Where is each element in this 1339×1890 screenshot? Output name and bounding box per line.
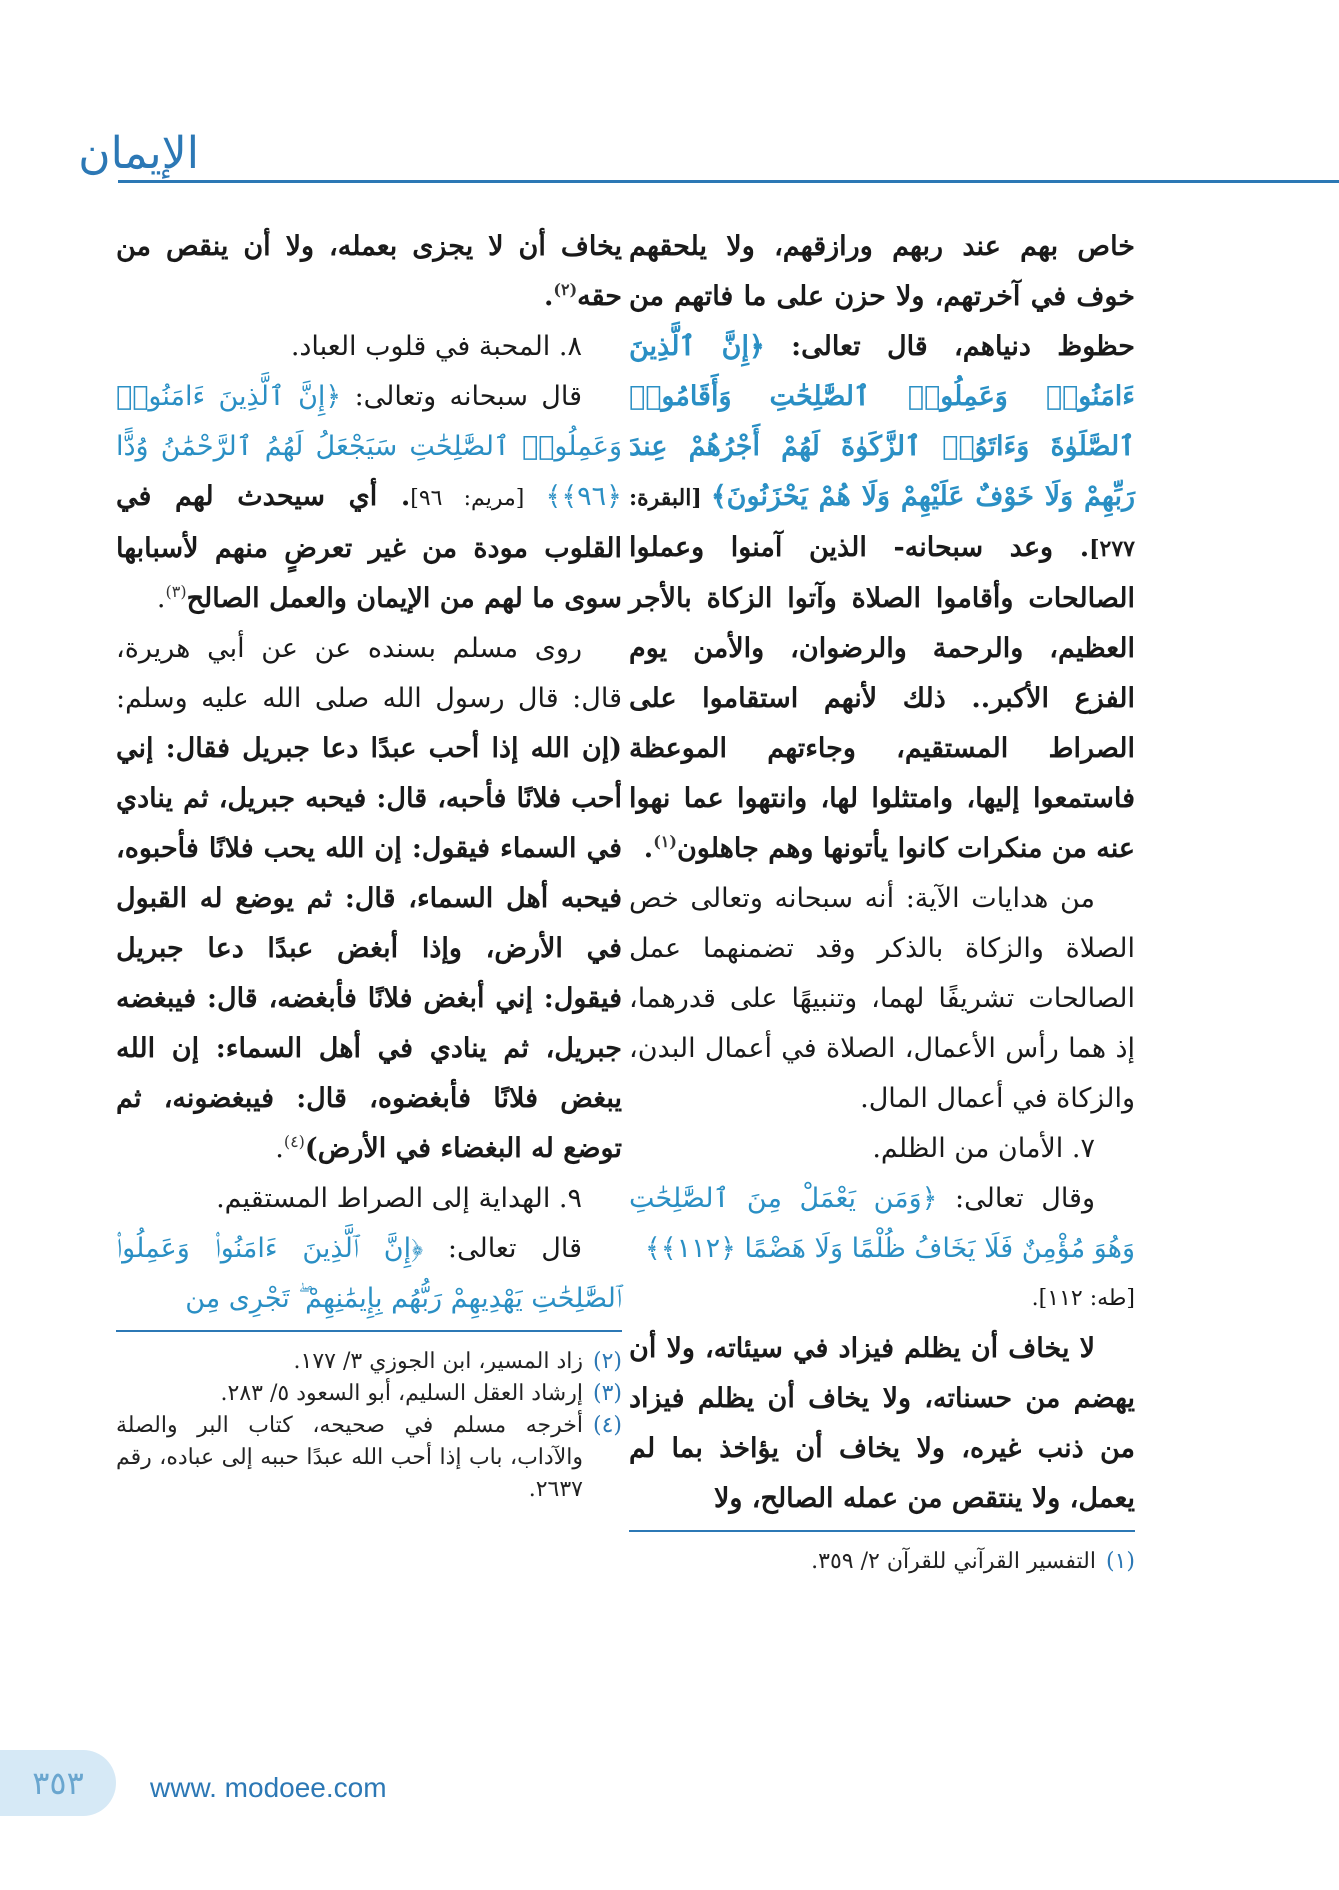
paragraph: وقال تعالى: ﴿وَمَن يَعْمَلْ مِنَ ٱلصَّٰلِحَٰتِ وَهُوَ مُؤْمِنٌ فَلَا يَخَافُ ظُلْمًا وَلَا هَضْمًا ﴿١١٢﴾﴾ (629, 1183, 1135, 1264)
footnote-marker[interactable]: (١) (653, 832, 677, 851)
hadith-text: (إن الله إذا أحب عبدًا دعا جبريل فقال: إني أحب فلانًا فأحبه، قال: فيحبه جبريل، ثم ينادي في السماء فيقول: إن الله يحب فلانًا فأحبوه، فيحبه أهل السماء، قال: ثم يوضع له القبول في الأرض، وإذا أبغض عبدًا دعا جبريل فيقول: إني أبغض فلانًا فأبغضه، قال: فيبغضه جبريل، ثم ينادي في أهل السماء: إن الله يبغض فلانًا فأبغضوه، قال: فيبغضونه، ثم توضع له البغضاء في الأرض) (116, 733, 622, 1164)
footnotes (629, 1546, 1135, 1578)
header-divider (118, 180, 1339, 183)
footnote-marker[interactable]: (٣) (165, 582, 187, 601)
paragraph: يخاف أن لا يجزى بعمله، ولا أن ينقص من حقه$^{(٢)}$. (116, 231, 622, 312)
paragraph: روى مسلم بسنده عن عن أبي هريرة، قال: قال رسول الله صلى الله عليه وسلم: (إن الله إذا أحب عبدًا دعا جبريل فقال: إني أحب فلانًا فأحبه، قال: فيحبه جبريل، ثم ينادي في السماء فيقول: إن الله يحب فلانًا فأحبوه، فيحبه أهل السماء، قال: ثم يوضع له القبول في الأرض، وإذا أبغض عبدًا دعا جبريل فيقول: إني أبغض فلانًا فأبغضه، قال: فيبغضه جبريل، ثم ينادي في أهل السماء: إن الله يبغض فلانًا فأبغضوه، قال: فيبغضونه، ثم توضع له البغضاء في الأرض)$^{(٤)}$. (116, 633, 622, 1164)
section-heading: ٩. الهداية إلى الصراط المستقيم. (216, 1183, 582, 1214)
section-heading: ٧. الأمان من الظلم. (872, 1133, 1095, 1164)
paragraph: خاص بهم عند ربهم ورازقهم، ولا يلحقهم خوف في آخرتهم، ولا حزن على ما فاتهم من حظوظ دنياهم، قال تعالى: ﴿إِنَّ ٱلَّذِينَ ءَامَنُوا۟ وَعَمِلُوا۟ ٱلصَّٰلِحَٰتِ وَأَقَامُوا۟ ٱلصَّلَوٰةَ وَءَاتَوُا۟ ٱلزَّكَوٰةَ لَهُمْ أَجْرُهُمْ عِندَ رَبِّهِمْ وَلَا خَوْفٌ عَلَيْهِمْ وَلَا هُمْ يَحْزَنُونَ﴾ [البقرة: ٢٧٧]. وعد سبحانه- الذين آمنوا وعملوا الصالحات وأقاموا الصلاة وآتوا الزكاة بالأجر العظيم، والرحمة والرضوان، والأمن يوم الفزع الأكبر.. ذلك لأنهم استقاموا على الصراط المستقيم، وجاءتهم الموعظة فاستمعوا إليها، وامتثلوا لها، وانتهوا عما نهوا عنه من منكرات كانوا يأتونها وهم جاهلون$^{(١)}$. (629, 231, 1136, 864)
right-column (629, 222, 1135, 1578)
footnote: (٢) زاد المسير، ابن الجوزي ٣/ ١٧٧. (293, 1349, 622, 1374)
verse-reference: [مريم: ٩٦] (410, 486, 546, 511)
website-link[interactable]: www. modoee.com (150, 1772, 387, 1803)
quran-verse: ﴿إِنَّ ٱلَّذِينَ ءَامَنُوا۟ وَعَمِلُوا۟ ٱلصَّٰلِحَٰتِ سَيَجْعَلُ لَهُمُ ٱلرَّحْمَٰنُ وُدًّا ﴿٩٦﴾﴾ (116, 381, 622, 512)
quran-verse: ﴿إِنَّ ٱلَّذِينَ ءَامَنُوا۟ وَعَمِلُوا۟ ٱلصَّٰلِحَٰتِ يَهْدِيهِمْ رَبُّهُم بِإِيمَٰنِهِمْ ۖ تَجْرِى مِن (116, 1233, 622, 1314)
footnote-divider (116, 1330, 622, 1332)
chapter-title: الإيمان (78, 128, 199, 179)
quran-verse: ﴿وَمَن يَعْمَلْ مِنَ ٱلصَّٰلِحَٰتِ وَهُوَ مُؤْمِنٌ فَلَا يَخَافُ ظُلْمًا وَلَا هَضْمًا ﴿١١٢﴾﴾ (629, 1183, 1135, 1264)
quran-verse: ﴿إِنَّ ٱلَّذِينَ ءَامَنُوا۟ وَعَمِلُوا۟ ٱلصَّٰلِحَٰتِ وَأَقَامُوا۟ ٱلصَّلَوٰةَ وَءَاتَوُا۟ ٱلزَّكَوٰةَ لَهُمْ أَجْرُهُمْ عِندَ رَبِّهِمْ وَلَا خَوْفٌ عَلَيْهِمْ وَلَا هُمْ يَحْزَنُونَ﴾ (629, 331, 1136, 512)
paragraph: لا يخاف أن يظلم فيزاد في سيئاته، ولا أن يهضم من حسناته، ولا يخاف أن يظلم فيزاد من ذنب غيره، ولا يخاف أن يؤاخذ بما لم يعمل، ولا ينتقص من عمله الصالح، ولا (629, 1333, 1135, 1514)
paragraph: قال تعالى: ﴿إِنَّ ٱلَّذِينَ ءَامَنُوا۟ وَعَمِلُوا۟ ٱلصَّٰلِحَٰتِ يَهْدِيهِمْ رَبُّهُم بِإِيمَٰنِهِمْ ۖ تَجْرِى مِن (116, 1233, 622, 1314)
footnote-divider (629, 1530, 1135, 1532)
section-heading: ٨. المحبة في قلوب العباد. (290, 331, 582, 362)
footnotes (116, 1346, 622, 1506)
paragraph: من هدايات الآية: أنه سبحانه وتعالى خص الصلاة والزكاة بالذكر وقد تضمنهما عمل الصالحات تشريفًا لهما، وتنبيهًا على قدرهما، إذ هما رأس الأعمال، الصلاة في أعمال البدن، والزكاة في أعمال المال. (629, 883, 1135, 1114)
footnote-marker[interactable]: (٢) (553, 280, 578, 299)
page-number-badge: ٣٥٣ (0, 1750, 116, 1816)
footnote: (١) التفسير القرآني للقرآن ٢/ ٣٥٩. (811, 1549, 1135, 1574)
paragraph: قال سبحانه وتعالى: ﴿إِنَّ ٱلَّذِينَ ءَامَنُوا۟ وَعَمِلُوا۟ ٱلصَّٰلِحَٰتِ سَيَجْعَلُ لَهُمُ ٱلرَّحْمَٰنُ وُدًّا ﴿٩٦﴾﴾ [مريم: ٩٦]. أي سيحدث لهم في القلوب مودة من غير تعرضٍ منهم لأسبابها سوى ما لهم من الإيمان والعمل الصالح$^{(٣)}$. (116, 381, 622, 614)
verse-reference: [البقرة: ٢٧٧] (629, 485, 1135, 562)
left-column (116, 222, 622, 1506)
verse-reference: [طه: ١١٢]. (1031, 1286, 1135, 1311)
footnote: (٤) أخرجه مسلم في صحيحه، كتاب البر والصلة والآداب، باب إذا أحب الله عبدًا حببه إلى عباده، رقم ٢٦٣٧. (116, 1413, 622, 1502)
footnote: (٣) إرشاد العقل السليم، أبو السعود ٥/ ٢٨٣. (220, 1381, 622, 1406)
footnote-marker[interactable]: (٤) (283, 1132, 305, 1151)
